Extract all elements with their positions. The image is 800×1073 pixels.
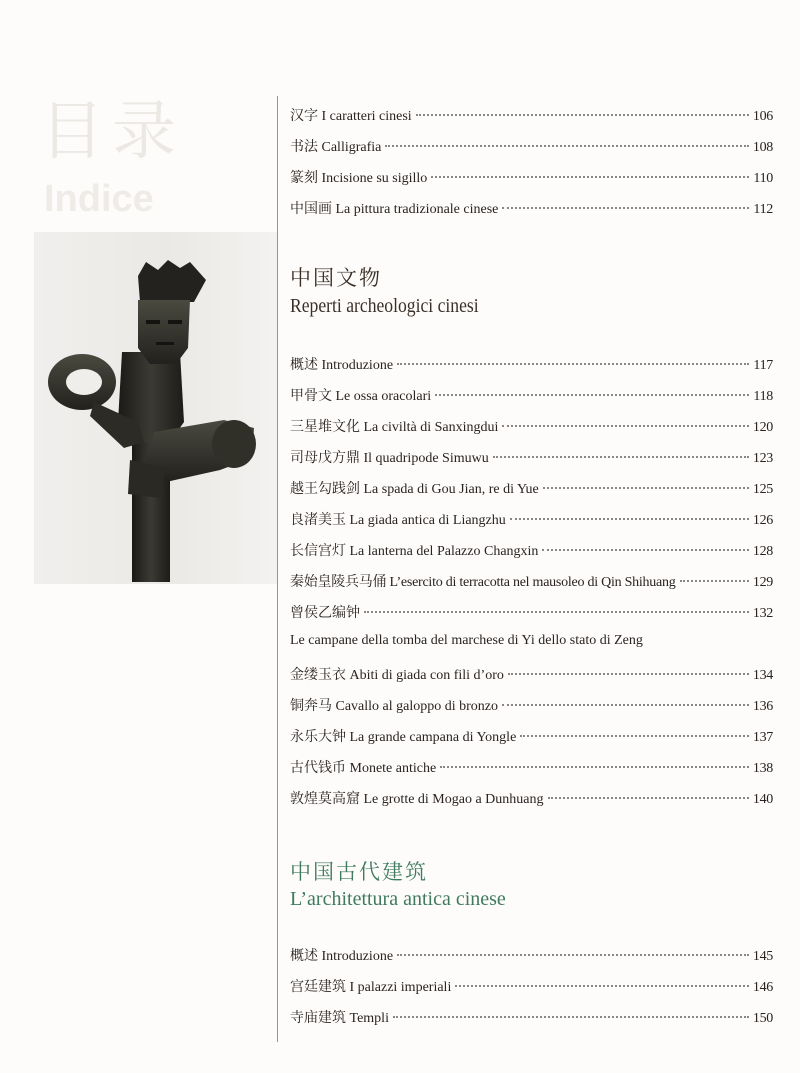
toc-page-number: 145 (752, 949, 773, 964)
toc-entry-title: 敦煌莫高窟 Le grotte di Mogao a Dunhuang (290, 792, 544, 807)
toc-entry[interactable] (290, 602, 773, 624)
toc-page-number: 136 (752, 699, 773, 714)
dot-leader (502, 425, 748, 427)
toc-entry[interactable] (290, 664, 773, 686)
toc-entry-title: 铜奔马 Cavallo al galoppo di bronzo (290, 699, 499, 714)
toc-entry[interactable] (290, 976, 773, 998)
toc-entry-title: 宫廷建筑 I palazzi imperiali (290, 980, 452, 995)
toc-entry-title: 寺庙建筑 Templi (290, 1011, 389, 1026)
toc-page-number: 125 (752, 482, 773, 497)
toc-entry-title: 三星堆文化 La civiltà di Sanxingdui (290, 420, 499, 435)
toc-entry-title: 汉字 I caratteri cinesi (290, 109, 412, 124)
toc-page-number: 132 (752, 606, 773, 621)
toc-page-number: 123 (752, 451, 773, 466)
toc-entry[interactable] (290, 695, 773, 717)
toc-entry-title: 书法 Calligrafia (290, 140, 382, 155)
toc-page-number: 110 (753, 171, 773, 186)
toc-entry-title: Le campane della tomba del marchese di Yi dello stato di Zeng (290, 633, 643, 648)
toc-page-number: 138 (752, 761, 773, 776)
dot-leader (416, 114, 749, 116)
toc-entry-continuation[interactable] (290, 633, 773, 655)
toc-entry[interactable] (290, 447, 773, 469)
toc-entry[interactable] (290, 136, 773, 158)
toc-page-number: 108 (752, 140, 773, 155)
toc-entry[interactable] (290, 788, 773, 810)
dot-leader (543, 487, 749, 489)
toc-entry-title: 概述 Introduzione (290, 358, 394, 373)
toc-entry-title: 越王勾践剑 La spada di Gou Jian, re di Yue (290, 482, 539, 497)
toc-page-number: 106 (752, 109, 773, 124)
bronze-figure-icon (34, 232, 277, 584)
toc-page-number: 126 (752, 513, 773, 528)
dot-leader (520, 735, 749, 737)
toc-entry[interactable] (290, 198, 773, 220)
dot-leader (493, 456, 749, 458)
dot-leader (508, 673, 749, 675)
dot-leader (431, 176, 749, 178)
toc-entry[interactable] (290, 945, 773, 967)
toc-page-number: 134 (752, 668, 773, 683)
dot-leader (502, 704, 749, 706)
dot-leader (502, 207, 749, 209)
ghost-subheading: Indice (44, 178, 154, 220)
toc-entry-title: 秦始皇陵兵马俑 L’esercito di terracotta nel mausoleo di Qin Shihuang (290, 575, 676, 590)
toc-entry-title: 金缕玉衣 Abiti di giada con fili d’oro (290, 668, 504, 683)
section-title-cn: 中国古代建筑 (290, 860, 428, 884)
toc-page-number: 146 (752, 980, 773, 995)
dot-leader (385, 145, 749, 147)
dot-leader (397, 363, 749, 365)
toc-entry-title: 甲骨文 Le ossa oracolari (290, 389, 432, 404)
section-title-it: Reperti archeologici cinesi (290, 295, 479, 317)
toc-entry[interactable] (290, 509, 773, 531)
dot-leader (393, 1016, 749, 1018)
toc-entry[interactable] (290, 571, 773, 593)
dot-leader (680, 580, 749, 582)
dot-leader (542, 549, 748, 551)
toc-entry[interactable] (290, 540, 773, 562)
toc-entry-title: 司母戊方鼎 Il quadripode Simuwu (290, 451, 489, 466)
ghost-heading: 目录 (40, 95, 184, 169)
toc-entry[interactable] (290, 757, 773, 779)
toc-entry-title: 永乐大钟 La grande campana di Yongle (290, 730, 517, 745)
toc-page-number: 112 (753, 202, 773, 217)
toc-entry-title: 篆刻 Incisione su sigillo (290, 171, 428, 186)
toc-page-number: 117 (753, 358, 773, 373)
toc-page-number: 120 (752, 420, 773, 435)
toc-entry[interactable] (290, 105, 773, 127)
section-title-cn: 中国文物 (290, 266, 382, 290)
column-rule (277, 96, 278, 1042)
toc-entry[interactable] (290, 726, 773, 748)
toc-page-number: 150 (752, 1011, 773, 1026)
toc-page-number: 137 (752, 730, 773, 745)
dot-leader (397, 954, 749, 956)
section-title-it: L’architettura antica cinese (290, 888, 506, 910)
toc-entry-title: 曾侯乙编钟 (290, 606, 360, 621)
toc-page-number: 118 (753, 389, 773, 404)
toc-entry[interactable] (290, 385, 773, 407)
toc-page-number: 129 (752, 575, 773, 590)
dot-leader (455, 985, 749, 987)
dot-leader (364, 611, 749, 613)
toc-entry[interactable] (290, 167, 773, 189)
dot-leader (510, 518, 749, 520)
toc-entry[interactable] (290, 416, 773, 438)
toc-page-number: 140 (752, 792, 773, 807)
toc-entry-title: 中国画 La pittura tradizionale cinese (290, 202, 499, 217)
dot-leader (548, 797, 749, 799)
toc-entry-title: 长信宫灯 La lanterna del Palazzo Changxin (290, 544, 539, 559)
toc-entry[interactable] (290, 1007, 773, 1029)
toc-entry[interactable] (290, 478, 773, 500)
toc-page-number: 128 (752, 544, 773, 559)
toc-entry-title: 良渚美玉 La giada antica di Liangzhu (290, 513, 506, 528)
dot-leader (440, 766, 749, 768)
toc-entry[interactable] (290, 354, 773, 376)
toc-entry-title: 概述 Introduzione (290, 949, 394, 964)
toc-entry-title: 古代钱币 Monete antiche (290, 761, 437, 776)
dot-leader (435, 394, 749, 396)
